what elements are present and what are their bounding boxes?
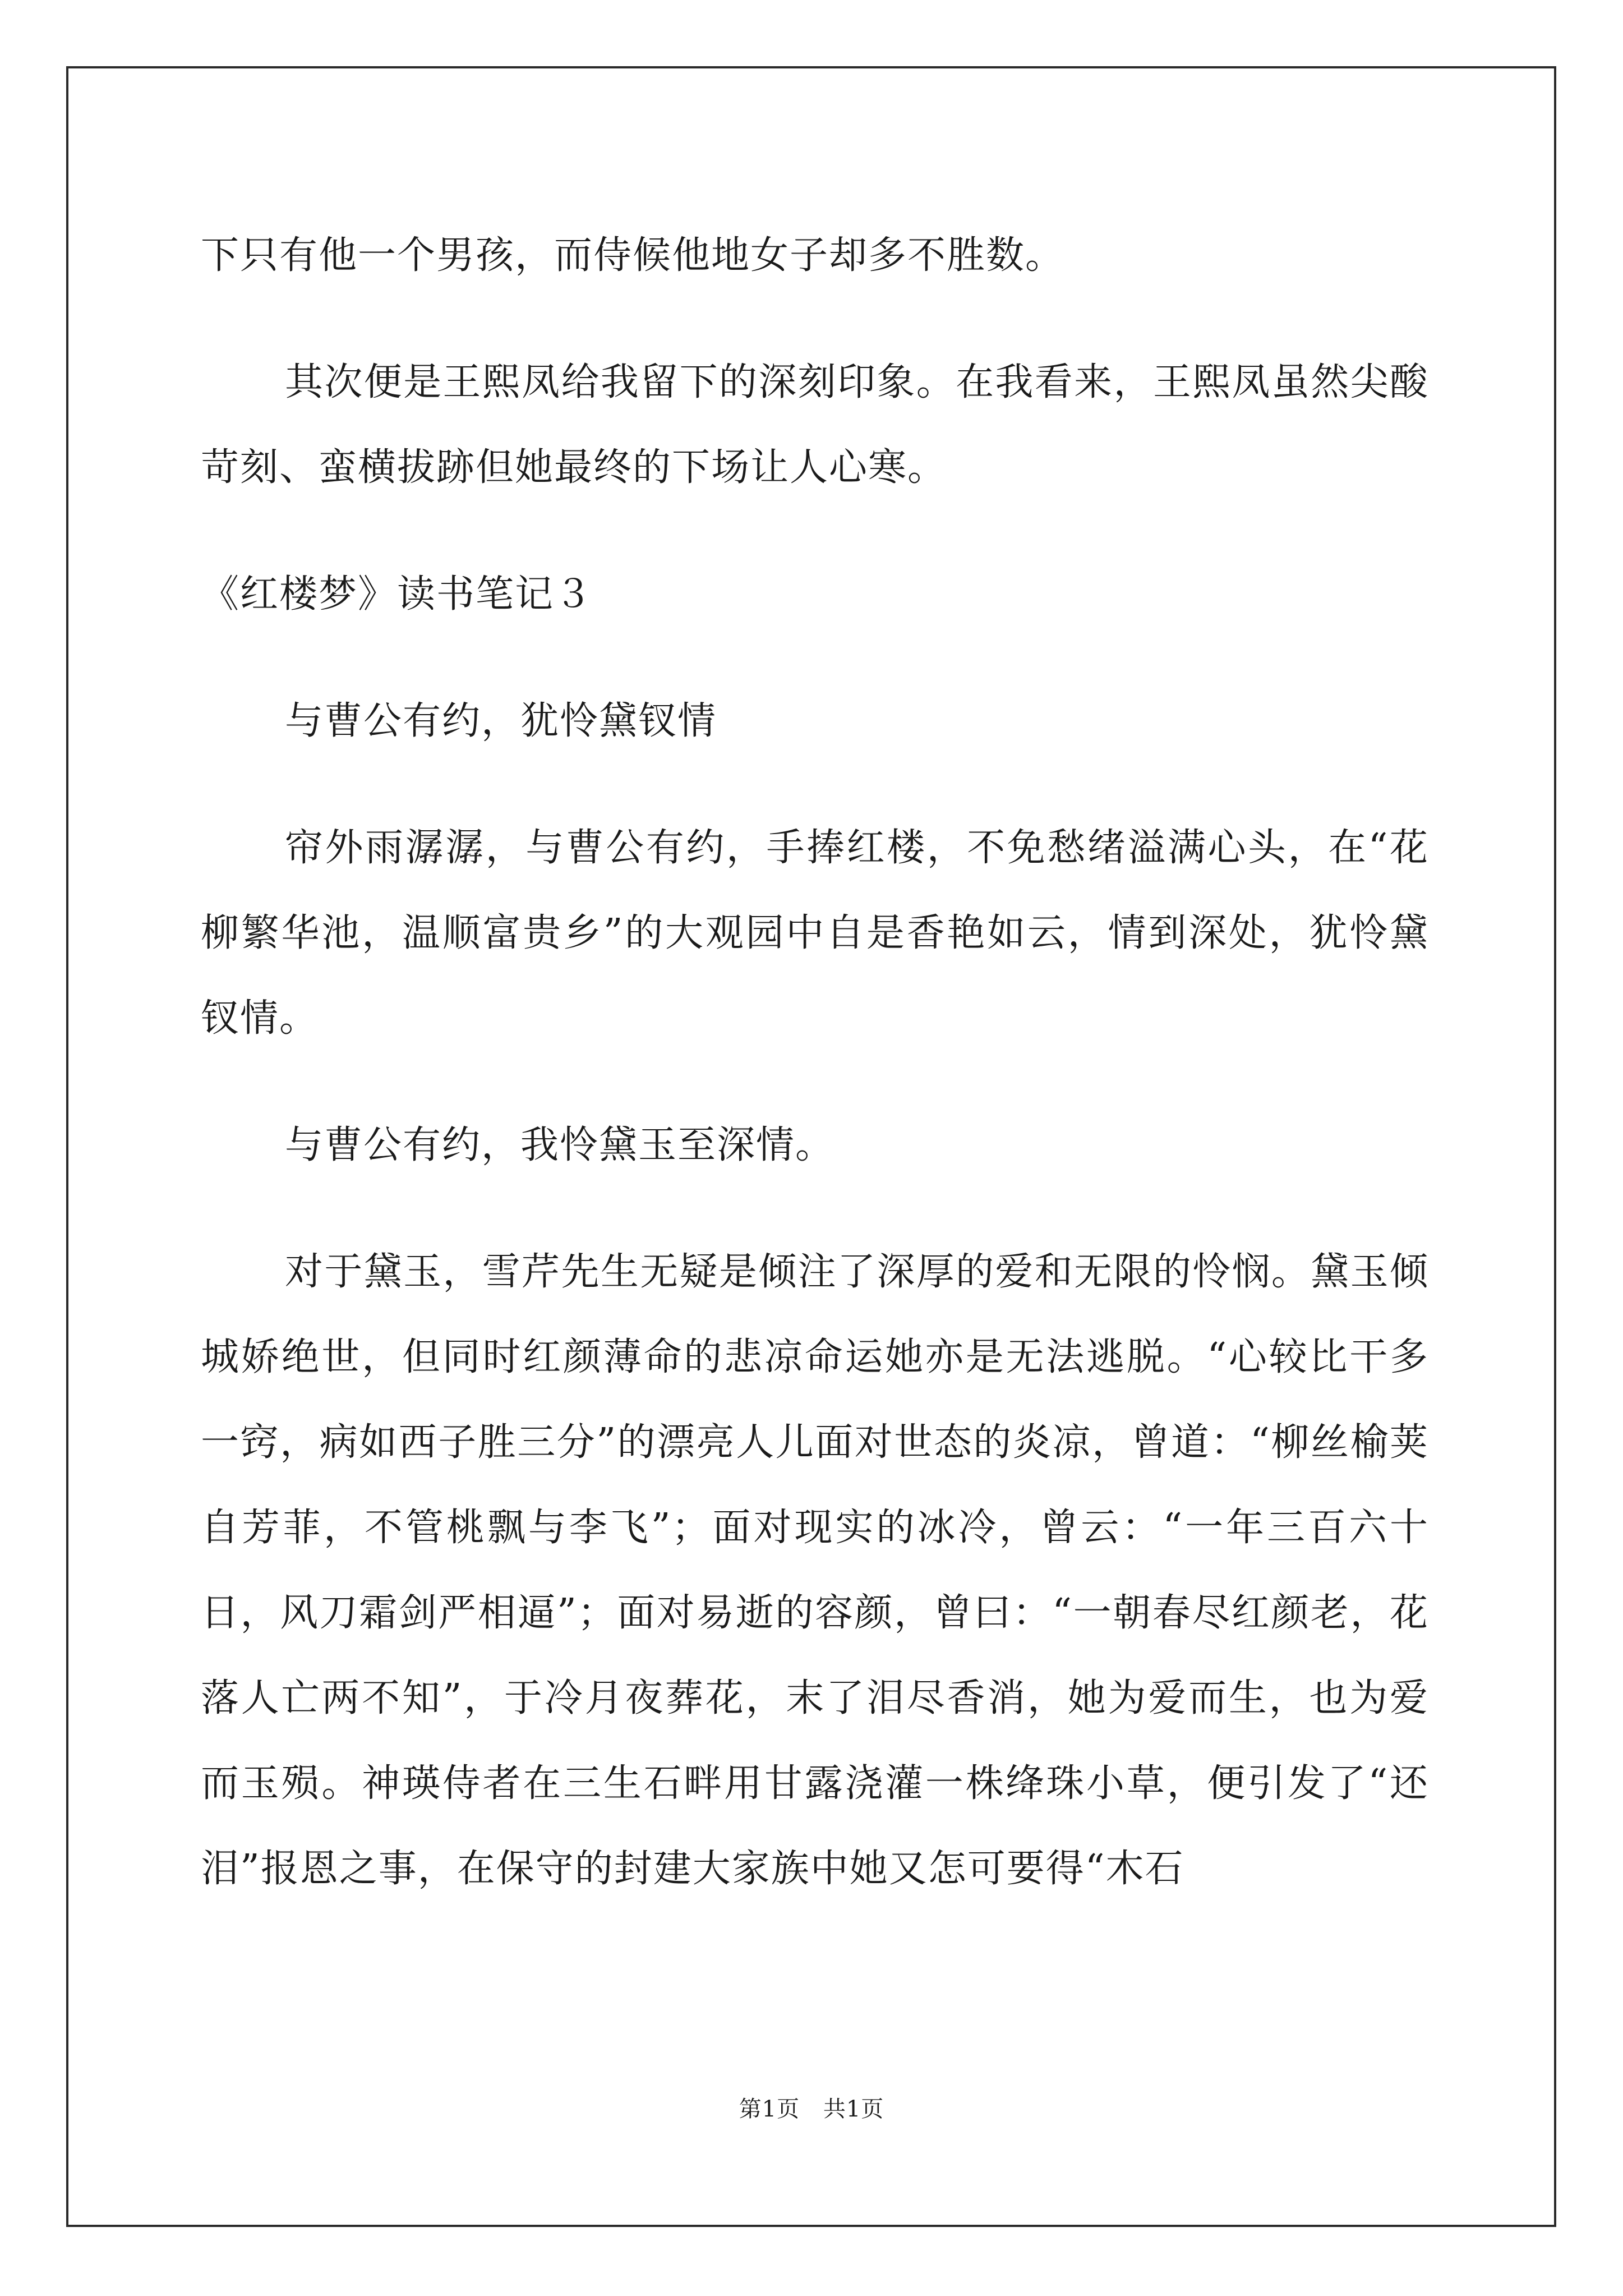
document-body (201, 213, 1429, 1953)
paragraph-continuation: 下只有他一个男孩，而侍候他地女子却多不胜数。 (201, 233, 1065, 278)
page-number-total: 共1页 (823, 2096, 884, 2122)
paragraph-subtitle: 与曹公有约，犹怜黛钗情 (285, 699, 717, 743)
section-heading: 《红楼梦》读书笔记３ (201, 572, 594, 616)
paragraph-daiyu-body: 对于黛玉，雪芹先生无疑是倾注了深厚的爱和无限的怜悯。黛玉倾城娇绝世，但同时红颜薄命的悲凉命运她亦是无法逃脱。“心较比干多一窍，病如西子胜三分”的漂亮人儿面对世态的炎凉，曾道：“柳丝榆荚自芳菲，不管桃飘与李飞”；面对现实的冰冷，曾云：“一年三百六十日，风刀霜剑严相逼”；面对易逝的容颜，曾曰：“一朝春尽红颜老，花落人亡两不知”，于冷月夜葬花，末了泪尽香消，她为爱而生，也为爱而玉殒。神瑛侍者在三生石畔用甘露浇灌一株绛珠小草，便引发了“还泪”报恩之事，在保守的封建大家族中她又怎可要得“木石 (201, 1250, 1429, 1891)
paragraph-daiyu-lead: 与曹公有约，我怜黛玉至深情。 (285, 1123, 835, 1167)
page-number-current: 第1页 (739, 2096, 800, 2122)
paragraph-wang-xifeng: 其次便是王熙凤给我留下的深刻印象。在我看来，王熙凤虽然尖酸苛刻、蛮横拔跡但她最终的下场让人心寒。 (201, 360, 1429, 490)
page-footer (0, 2091, 1623, 2123)
paragraph-intro: 帘外雨潺潺，与曹公有约，手捧红楼，不免愁绪溢满心头，在“花柳繁华池，温顺富贵乡”的大观园中自是香艳如云，情到深处，犹怜黛钗情。 (201, 826, 1429, 1041)
